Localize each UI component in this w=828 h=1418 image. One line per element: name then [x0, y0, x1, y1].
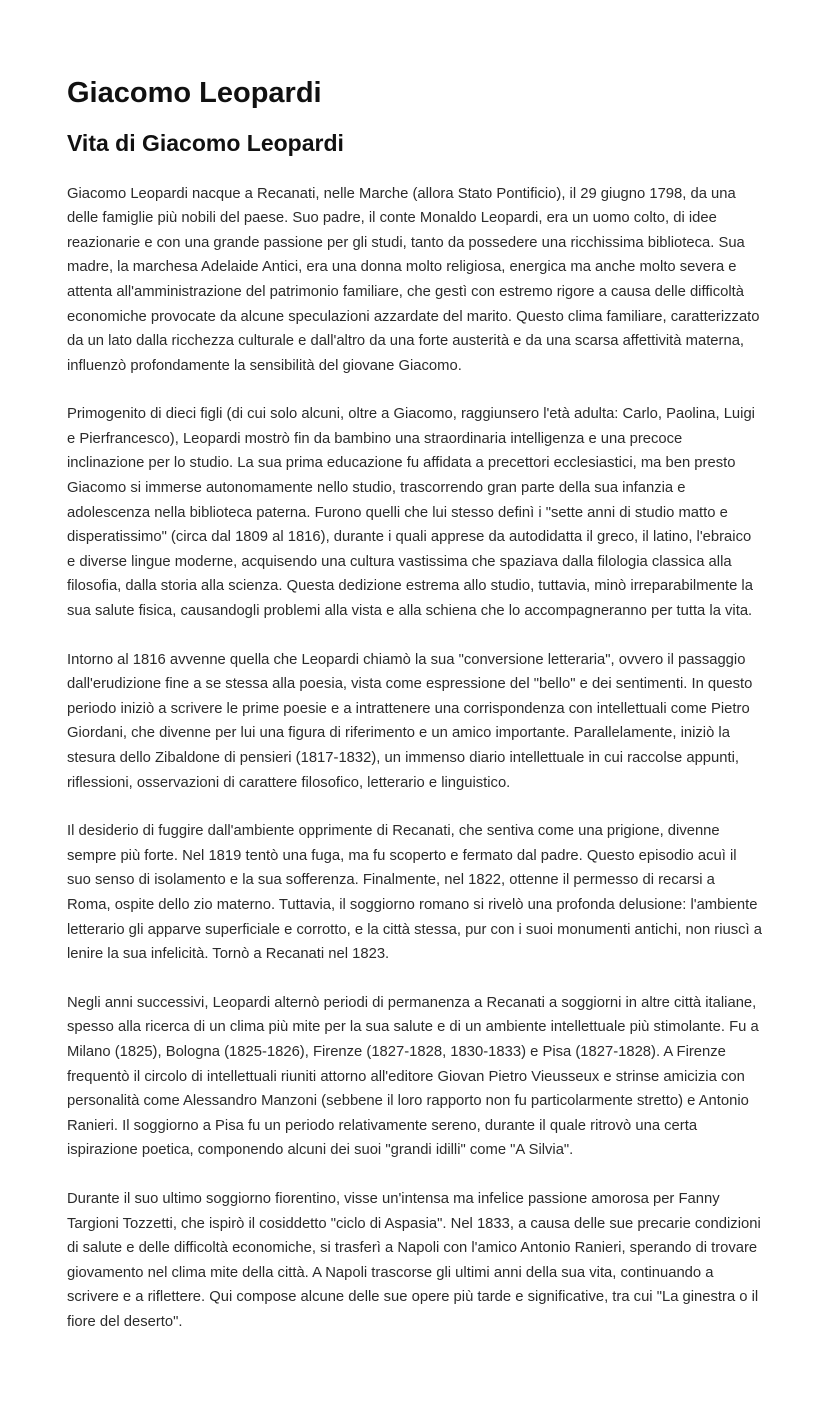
paragraph-literary-conversion: Intorno al 1816 avvenne quella che Leopardi chiamò la sua "conversione letteraria", ovvero il passaggio dall'erudizione fine a se stessa alla poesia, vista come espressione del "bello" e dei sentimenti. In questo periodo iniziò a scrivere le prime poesie e a intrattenere una corrispondenza con intellettuali come Pietro Giordani, che divenne per lui una figura di riferimento e un amico importante. Parallelamente, iniziò la stesura dello Zibaldone di pensieri (1817-1832), un immenso diario intellettuale in cui raccolse appunti, riflessioni, osservazioni di carattere filosofico, letterario e linguistico.	[67, 651, 753, 791]
paragraph-childhood-studies: Primogenito di dieci figli (di cui solo alcuni, oltre a Giacomo, raggiunsero l'età adulta: Carlo, Paolina, Luigi e Pierfrancesco), Leopardi mostrò fin da bambino una straordinaria intelligenza e una precoce inclinazione per lo studio. La sua prima educazione fu affidata a precettori ecclesiastici, ma ben presto Giacomo si immerse autonomamente nello studio, trascorrendo gran parte della sua infanzia e adolescenza nella biblioteca paterna. Furono quelli che lui stesso definì i "sette anni di studio matto e disperatissimo" (circa dal 1809 al 1816), durante i quali apprese da autodidatta il greco, il latino, l'ebraico e diverse lingue moderne, acquisendo una cultura vastissima che spaziava dalla filologia classica alla filosofia, dalla storia alla scienza. Questa dedizione estrema allo studio, tuttavia, minò irreparabilmente la sua salute fisica, causandogli problemi alla vista e alla schiena che lo accompagneranno per tutta la vita.	[67, 406, 755, 620]
paragraph-naples-final-years: Durante il suo ultimo soggiorno fiorentino, visse un'intensa ma infelice passione amorosa per Fanny Targioni Tozzetti, che ispirò il cosiddetto "ciclo di Aspasia". Nel 1833, a causa delle sue precarie condizioni di salute e delle difficoltà economiche, si trasferì a Napoli con l'amico Antonio Ranieri, sperando di trovare giovamento nel clima mite della città. A Napoli trascorse gli ultimi anni della sua vita, continuando a scrivere e a riflettere. Qui compose alcune delle sue opere più tarde e significative, tra cui "La ginestra o il fiore del deserto".	[67, 1190, 761, 1330]
paragraph-escape-rome: Il desiderio di fuggire dall'ambiente opprimente di Recanati, che sentiva come una prigione, divenne sempre più forte. Nel 1819 tentò una fuga, ma fu scoperto e fermato dal padre. Questo episodio acuì il suo senso di isolamento e la sua sofferenza. Finalmente, nel 1822, ottenne il permesso di recarsi a Roma, ospite dello zio materno. Tuttavia, il soggiorno romano si rivelò una profonda delusione: l'ambiente letterario gli apparve superficiale e corrotto, e la città stessa, pur con i suoi monumenti antichi, non riuscì a lenire la sua infelicità. Tornò a Recanati nel 1823.	[67, 823, 762, 963]
section-heading: Vita di Giacomo Leopardi	[67, 129, 344, 156]
page-title: Giacomo Leopardi	[67, 77, 322, 109]
paragraph-travels-cities: Negli anni successivi, Leopardi alternò periodi di permanenza a Recanati a soggiorni in altre città italiane, spesso alla ricerca di un clima più mite per la sua salute e di un ambiente intellettuale più stimolante. Fu a Milano (1825), Bologna (1825-1826), Firenze (1827-1828, 1830-1833) e Pisa (1827-1828). A Firenze frequentò il circolo di intellettuali riuniti attorno all'editore Giovan Pietro Vieusseux e strinse amicizia con personalità come Alessandro Manzoni (sebbene il loro rapporto non fu particolarmente stretto) e Antonio Ranieri. Il soggiorno a Pisa fu un periodo relativamente sereno, durante il quale ritrovò una certa ispirazione poetica, componendo alcuni dei suoi "grandi idilli" come "A Silvia".	[67, 994, 759, 1159]
paragraph-birth-family: Giacomo Leopardi nacque a Recanati, nelle Marche (allora Stato Pontificio), il 29 giugno 1798, da una delle famiglie più nobili del paese. Suo padre, il conte Monaldo Leopardi, era un uomo colto, di idee reazionarie e con una grande passione per gli studi, tanto da possedere una ricchissima biblioteca. Sua madre, la marchesa Adelaide Antici, era una donna molto religiosa, energica ma anche molto severa e attenta all'amministrazione del patrimonio familiare, che gestì con estremo rigore a causa delle difficoltà economiche provocate da alcune speculazioni azzardate del marito. Questo clima familiare, caratterizzato da un lato dalla ricchezza culturale e dall'altro da una forte austerità e da una scarsa affettività materna, influenzò profondamente la sensibilità del giovane Giacomo.	[67, 185, 760, 374]
